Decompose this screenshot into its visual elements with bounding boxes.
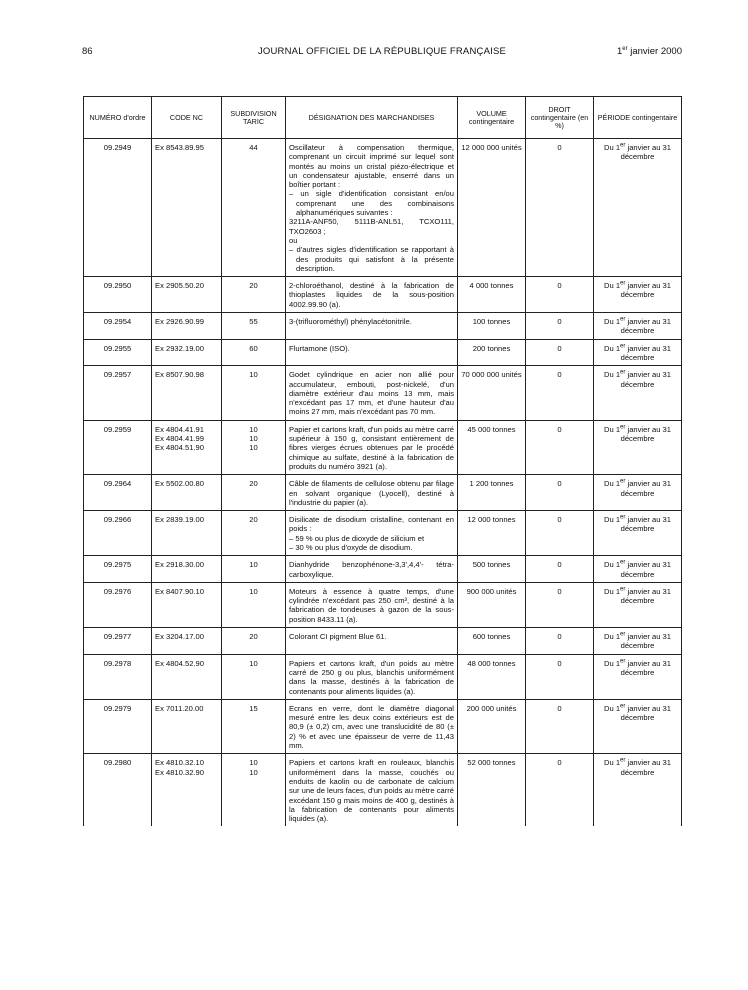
periode-start: Du 1 [604,343,621,353]
cell-code-nc [152,511,222,556]
periode-sup: er [620,478,626,485]
code-nc-value: Ex 4804.51.90 [155,443,204,453]
table-row [84,628,682,655]
cell-volume: 200 000 unités [458,699,526,753]
taric-value: 10 [249,586,258,596]
cell-code-nc [152,277,222,313]
code-nc-value: Ex 8407.90.10 [155,586,204,596]
periode-start: Du 1 [604,515,621,525]
table-row [84,699,682,753]
cell-periode [594,366,682,420]
code-nc-value: Ex 8543.89.95 [155,143,204,152]
designation-text: Oscillateur à compensation thermique, comprenant un circuit imprimé sur lequel sont montés au moins un cristal piézo-électrique et un condensateur ajustable, enserré dans un boîtier portant : [289,143,454,190]
cell-droit: 0 [526,582,594,627]
periode-end: janvier au 31 décembre [620,143,671,162]
issue-date-sup: er [622,45,628,52]
cell-code-nc [152,628,222,655]
taric-value: 10 [249,767,258,777]
periode-end: janvier au 31 décembre [620,370,671,389]
page-header [82,46,682,60]
journal-title: JOURNAL OFFICIEL DE LA RÉPUBLIQUE FRANÇAISE [257,46,507,57]
table-row [84,582,682,627]
periode-sup: er [620,424,626,431]
periode-start: Du 1 [604,632,621,642]
cell-volume: 500 tonnes [458,556,526,583]
periode-end: janvier au 31 décembre [620,632,671,651]
table-row [84,556,682,583]
periode-end: janvier au 31 décembre [620,560,671,579]
cell-subdivision [222,699,286,753]
taric-value: 15 [249,703,258,713]
periode-start: Du 1 [604,424,621,434]
table-row [84,139,682,277]
cell-droit: 0 [526,475,594,511]
col-code-nc-header: CODE NC [152,97,222,139]
cell-designation [286,139,458,277]
taric-value: 10 [249,758,258,768]
cell-code-nc [152,556,222,583]
code-nc-value: Ex 2905.50.20 [155,281,204,291]
cell-subdivision [222,366,286,420]
cell-droit: 0 [526,699,594,753]
periode-sup: er [620,586,626,593]
designation-text: Disilicate de disodium cristalline, contenant en poids : [289,515,454,534]
cell-periode [594,699,682,753]
designation-text: ou [289,235,298,245]
periode-end: janvier au 31 décembre [620,586,671,606]
cell-droit: 0 [526,139,594,277]
designation-text: – 30 % ou plus d'oxyde de disodium. [289,542,413,552]
cell-periode [594,556,682,583]
quota-table [83,96,682,826]
code-nc-value: Ex 4804.52.90 [155,658,204,668]
table-row [84,313,682,340]
periode-sup: er [620,316,626,323]
page-number: 86 [82,46,93,57]
cell-droit: 0 [526,754,594,827]
designation-text: Colorant CI pigment Blue 61. [289,632,387,642]
cell-designation [286,511,458,556]
table-body [84,139,682,827]
periode-sup: er [620,757,626,764]
cell-designation [286,628,458,655]
cell-volume: 52 000 tonnes [458,754,526,827]
cell-volume: 48 000 tonnes [458,654,526,699]
cell-designation [286,313,458,340]
cell-code-nc [152,313,222,340]
cell-volume: 1 200 tonnes [458,475,526,511]
designation-text: Flurtamone (ISO). [289,343,350,353]
cell-subdivision [222,582,286,627]
table-row [84,339,682,366]
cell-numero: 09.2957 [84,366,152,420]
taric-value: 10 [249,434,258,444]
designation-text: 3-(trifluorométhyl) phénylacétonitrile. [289,317,412,327]
cell-subdivision [222,339,286,366]
cell-droit: 0 [526,628,594,655]
taric-value: 10 [249,560,258,570]
periode-sup: er [620,559,626,566]
designation-text: Ecrans en verre, dont le diamètre diagonal mesuré entre les deux coins extérieurs est de 80,9 (± 0,2) cm, avec une translucidité de 80 (± 2) % et avec une épaisseur de verre de 11,43 mm. [289,703,454,751]
table-header-row [84,97,682,139]
periode-start: Du 1 [604,281,621,291]
periode-end: janvier au 31 décembre [620,658,671,677]
cell-designation [286,699,458,753]
cell-subdivision [222,556,286,583]
periode-start: Du 1 [604,658,621,668]
code-nc-value: Ex 4804.41.91 [155,424,204,434]
code-nc-value: Ex 2839.19.00 [155,515,204,525]
table-row [84,475,682,511]
periode-sup: er [620,369,626,376]
designation-text: – 59 % ou plus de dioxyde de silicium et [289,533,425,543]
cell-designation [286,556,458,583]
cell-periode [594,628,682,655]
cell-subdivision [222,313,286,340]
code-nc-value: Ex 3204.17.00 [155,632,204,642]
cell-volume: 70 000 000 unités [458,366,526,420]
code-nc-value: Ex 2932.19.00 [155,343,204,353]
cell-volume: 4 000 tonnes [458,277,526,313]
cell-code-nc [152,699,222,753]
cell-volume: 900 000 unités [458,582,526,627]
periode-start: Du 1 [604,479,621,489]
cell-periode [594,339,682,366]
cell-droit: 0 [526,654,594,699]
cell-code-nc [152,754,222,827]
periode-start: Du 1 [604,758,621,768]
periode-start: Du 1 [604,586,621,596]
periode-start: Du 1 [604,317,621,327]
cell-volume: 45 000 tonnes [458,420,526,474]
cell-code-nc [152,366,222,420]
cell-periode [594,582,682,627]
col-volume-header: VOLUME contingentaire [458,97,526,139]
cell-subdivision [222,475,286,511]
periode-end: janvier au 31 décembre [620,424,671,444]
cell-code-nc [152,139,222,277]
designation-text: Papiers et cartons kraft, d'un poids au mètre carré de 250 g ou plus, blanchis uniformément dans la masse, destinés à la fabrication de contenants pour aliments liquides (a). [289,658,454,696]
cell-volume: 100 tonnes [458,313,526,340]
cell-numero: 09.2964 [84,475,152,511]
cell-droit: 0 [526,339,594,366]
cell-code-nc [152,475,222,511]
periode-start: Du 1 [604,143,621,152]
code-nc-value: Ex 7011.20.00 [155,703,204,713]
periode-start: Du 1 [604,370,621,380]
periode-sup: er [620,343,626,350]
col-periode-header: PÉRIODE contingentaire [594,97,682,139]
cell-subdivision [222,654,286,699]
cell-numero: 09.2955 [84,339,152,366]
cell-subdivision [222,277,286,313]
table-row [84,366,682,420]
cell-designation [286,754,458,827]
taric-value: 10 [249,424,258,434]
code-nc-value: Ex 8507.90.98 [155,370,204,380]
table-row [84,654,682,699]
designation-text: Câble de filaments de cellulose obtenu par filage en solvant organique (Lyocell), destiné à l'industrie du papier (a). [289,479,454,507]
issue-date-rest: janvier 2000 [627,46,682,57]
designation-text: Moteurs à essence à quatre temps, d'une cylindrée n'excédant pas 250 cm³, destiné à la fabrication de tondeuses à gazon de la sous-position 8433.11 (a). [289,586,454,624]
cell-designation [286,277,458,313]
taric-value: 55 [249,317,258,327]
col-subdivision-header: SUBDIVISION TARIC [222,97,286,139]
cell-droit: 0 [526,313,594,340]
cell-code-nc [152,420,222,474]
periode-sup: er [620,631,626,638]
cell-subdivision [222,628,286,655]
issue-date [617,46,682,57]
cell-volume: 12 000 tonnes [458,511,526,556]
cell-designation [286,366,458,420]
code-nc-value: Ex 2926.90.99 [155,317,204,327]
cell-subdivision [222,420,286,474]
table-row [84,511,682,556]
cell-designation [286,339,458,366]
cell-numero: 09.2978 [84,654,152,699]
cell-periode [594,754,682,827]
cell-droit: 0 [526,366,594,420]
table-row [84,420,682,474]
cell-periode [594,420,682,474]
taric-value: 20 [249,479,258,489]
periode-sup: er [620,514,626,521]
cell-designation [286,420,458,474]
cell-code-nc [152,582,222,627]
code-nc-value: Ex 2918.30.00 [155,560,204,570]
cell-designation [286,654,458,699]
cell-periode [594,277,682,313]
designation-text: Papier et cartons kraft, d'un poids au mètre carré supérieur à 150 g, consistant entièrement de fibres vierges écrues obtenues par le procédé chimique au sulfate, destiné à la fabrication de produits du numéro 3921 (a). [289,424,454,471]
table-row [84,277,682,313]
cell-subdivision [222,754,286,827]
taric-value: 10 [249,658,258,668]
periode-sup: er [620,658,626,665]
code-nc-value: Ex 4810.32.10 [155,758,204,768]
periode-end: janvier au 31 décembre [620,343,671,362]
taric-value: 10 [249,443,258,453]
periode-start: Du 1 [604,560,621,570]
cell-droit: 0 [526,277,594,313]
periode-end: janvier au 31 décembre [620,479,671,498]
cell-periode [594,511,682,556]
cell-designation [286,582,458,627]
cell-numero: 09.2979 [84,699,152,753]
taric-value: 20 [249,515,258,525]
taric-value: 44 [249,143,258,152]
taric-value: 20 [249,281,258,291]
cell-numero: 09.2966 [84,511,152,556]
designation-text: Dianhydride benzophénone-3,3',4,4'- tétra-carboxylique. [289,560,454,579]
cell-subdivision [222,139,286,277]
cell-numero: 09.2976 [84,582,152,627]
cell-numero: 09.2959 [84,420,152,474]
taric-value: 10 [249,370,258,380]
code-nc-value: Ex 5502.00.80 [155,479,204,489]
designation-text: Papiers et cartons kraft en rouleaux, blanchis uniformément dans la masse, couchés ou enduits de kaolin ou de carbonate de calcium sur une de leurs faces, d'un poids au mètre carré excédant 150 g mais moins de 400 g, destinés à la fabrication de contenants pour aliments liquides (a). [289,758,454,824]
periode-end: janvier au 31 décembre [620,515,671,534]
designation-text: 2-chloroéthanol, destiné à la fabrication de thioplastes liquides de la sous-position 4002.99.90 (a). [289,281,454,309]
cell-numero: 09.2977 [84,628,152,655]
issue-date-day: 1 [616,46,623,57]
cell-periode [594,475,682,511]
periode-sup: er [620,703,626,710]
cell-code-nc [152,654,222,699]
cell-subdivision [222,511,286,556]
cell-droit: 0 [526,511,594,556]
code-nc-value: Ex 4804.41.99 [155,434,204,444]
table-row [84,754,682,827]
periode-start: Du 1 [604,703,621,713]
cell-periode [594,313,682,340]
taric-value: 20 [249,632,258,642]
cell-numero: 09.2975 [84,556,152,583]
cell-droit: 0 [526,420,594,474]
periode-end: janvier au 31 décembre [620,317,671,336]
cell-code-nc [152,339,222,366]
cell-volume: 200 tonnes [458,339,526,366]
col-numero-header: NUMÉRO d'ordre [84,97,152,139]
col-designation-header: DÉSIGNATION DES MARCHANDISES [286,97,458,139]
cell-volume: 12 000 000 unités [458,139,526,277]
code-nc-value: Ex 4810.32.90 [155,767,204,777]
periode-end: janvier au 31 décembre [620,281,671,300]
cell-periode [594,654,682,699]
cell-numero: 09.2954 [84,313,152,340]
periode-end: janvier au 31 décembre [620,758,671,777]
cell-numero: 09.2980 [84,754,152,827]
col-droit-header: DROIT contingentaire (en %) [526,97,594,139]
cell-numero: 09.2950 [84,277,152,313]
cell-periode [594,139,682,277]
taric-value: 60 [249,343,258,353]
designation-text: – un sigle d'identification consistant en/ou comprenant une des combinaisons alphanumériques suivantes : [289,189,454,218]
designation-text: – d'autres sigles d'identification se rapportant à des produits qui satisfont à la présente description. [289,245,454,273]
periode-end: janvier au 31 décembre [620,703,671,723]
cell-droit: 0 [526,556,594,583]
designation-text: 3211A-ANF50, 5111B-ANL51, TCXO111, TXO2603 ; [289,217,454,236]
periode-sup: er [620,142,626,149]
cell-numero: 09.2949 [84,139,152,277]
designation-text: Godet cylindrique en acier non allié pour accumulateur, embouti, post-nickelé, d'un diamètre extérieur d'au moins 13 mm, mais n'excédant pas 17 mm, et d'une hauteur d'au moins 27 mm, mais n'excédant pas 70 mm. [289,370,454,417]
periode-sup: er [620,280,626,287]
cell-designation [286,475,458,511]
cell-volume: 600 tonnes [458,628,526,655]
